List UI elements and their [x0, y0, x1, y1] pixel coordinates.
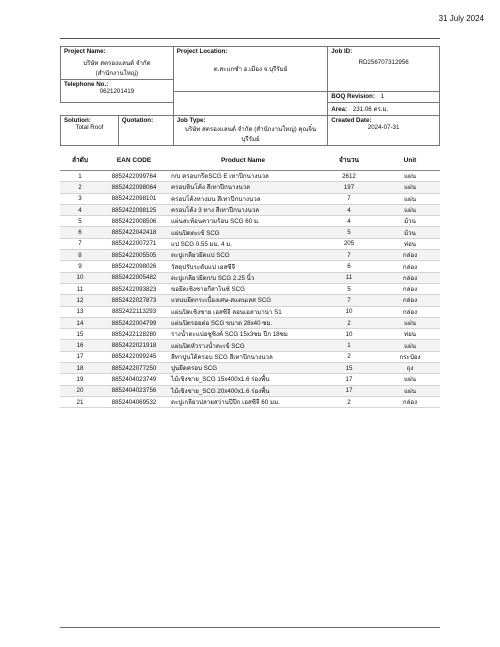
row-unit: แผ่น: [380, 171, 440, 182]
row-ean-code: 8852422042418: [100, 227, 168, 238]
table-row: [60, 193, 440, 204]
row-ean-code: 8852422098026: [100, 261, 168, 272]
row-unit: แผ่น: [380, 340, 440, 351]
row-ean-code: 8852422098064: [100, 182, 168, 193]
row-ean-code: 8852422005505: [100, 250, 168, 261]
telephone-spacer-cell: [61, 103, 174, 116]
row-ean-code: 8852422005482: [100, 272, 168, 283]
table-row: [60, 216, 440, 227]
table-row: [60, 204, 440, 215]
row-quantity: 4: [318, 216, 380, 227]
row-index: 1: [60, 171, 100, 182]
row-unit: แผ่น: [380, 317, 440, 328]
table-row: [60, 329, 440, 340]
row-product-name: สีทาปูนใต้ครอบ SCG สีเทาปีกนางนวล: [168, 351, 318, 362]
created-date-cell: [328, 116, 440, 146]
project-info-table: [60, 46, 440, 146]
row-ean-code: 8852422098101: [100, 193, 168, 204]
row-unit: กล่อง: [380, 295, 440, 306]
row-unit: ท่อน: [380, 329, 440, 340]
row-product-name: ตะปูเกลียวปลายสว่านปีปีก เอสซีจี 60 มม.: [168, 396, 318, 407]
product-table-header: [60, 150, 440, 171]
row-ean-code: 8852422099764: [100, 171, 168, 182]
row-unit: แผ่น: [380, 182, 440, 193]
table-row: [60, 182, 440, 193]
boq-revision-cell: [328, 92, 440, 103]
row-unit: กล่อง: [380, 250, 440, 261]
row-unit: แผ่น: [380, 204, 440, 215]
table-row: [60, 238, 440, 249]
row-product-name: แหนบยึดกระเบื้องเศษ-สแตนเลส SCG: [168, 295, 318, 306]
project-name-value: บริษัท สตรองแลนด์ จำกัด (สำนักงานใหญ่): [83, 60, 151, 77]
row-ean-code: 8852422099245: [100, 351, 168, 362]
job-type-cell: [173, 116, 327, 146]
row-index: 4: [60, 204, 100, 215]
row-quantity: 7: [318, 295, 380, 306]
row-index: 21: [60, 396, 100, 407]
row-index: 15: [60, 329, 100, 340]
row-unit: กล่อง: [380, 396, 440, 407]
area-value: 231.06 ตร.ม.: [352, 106, 389, 113]
row-unit: กล่อง: [380, 261, 440, 272]
row-ean-code: 8852404069532: [100, 396, 168, 407]
row-product-name: ครอบหินโค้ง สีเทาปีกนางนวล: [168, 182, 318, 193]
area-cell: [328, 103, 440, 116]
row-index: 14: [60, 317, 100, 328]
row-quantity: 17: [318, 385, 380, 396]
table-row: [60, 250, 440, 261]
table-row: [60, 396, 440, 407]
row-ean-code: 8852422093823: [100, 283, 168, 294]
project-name-label: Project Name:: [64, 48, 106, 55]
row-index: 17: [60, 351, 100, 362]
area-label: Area:: [331, 106, 348, 113]
table-row: [60, 261, 440, 272]
project-location-label: Project Location:: [176, 48, 228, 55]
row-index: 20: [60, 385, 100, 396]
row-quantity: 11: [318, 272, 380, 283]
row-ean-code: 8852404023749: [100, 374, 168, 385]
row-ean-code: 8852422027873: [100, 295, 168, 306]
row-quantity: 2: [318, 351, 380, 362]
row-quantity: 17: [318, 374, 380, 385]
row-unit: กระป๋อง: [380, 351, 440, 362]
row-product-name: วัสดุปรับระดับแป เอสซีจี: [168, 261, 318, 272]
table-row: [60, 295, 440, 306]
header-index: ลำดับ: [60, 150, 100, 171]
telephone-cell: [61, 80, 174, 103]
row-index: 9: [60, 261, 100, 272]
project-location-cell: [173, 47, 327, 92]
row-unit: แผ่น: [380, 385, 440, 396]
row-quantity: 5: [318, 283, 380, 294]
row-index: 18: [60, 363, 100, 374]
quotation-cell: [118, 116, 173, 146]
row-quantity: 2: [318, 317, 380, 328]
product-table: [60, 150, 440, 408]
row-index: 10: [60, 272, 100, 283]
row-quantity: 1: [318, 340, 380, 351]
row-ean-code: 8852422007271: [100, 238, 168, 249]
row-product-name: แผ่นปิดเชิงชาย เอสซีจี ลอนเอลามาน่า S1: [168, 306, 318, 317]
job-id-cell: [328, 47, 440, 92]
row-product-name: ครอบโค้ง 3 ทาง สีเทาปีกนางนวล: [168, 204, 318, 215]
row-ean-code: 8852422098125: [100, 204, 168, 215]
row-index: 8: [60, 250, 100, 261]
row-index: 2: [60, 182, 100, 193]
row-quantity: 6: [318, 261, 380, 272]
row-product-name: แผ่นปิดหัวรางน้ำตะเข้ SCG: [168, 340, 318, 351]
row-ean-code: 8852422113293: [100, 306, 168, 317]
table-row: [60, 317, 440, 328]
row-unit: ม้วน: [380, 216, 440, 227]
row-unit: กล่อง: [380, 306, 440, 317]
created-date-label: Created Date:: [331, 117, 372, 124]
row-index: 3: [60, 193, 100, 204]
header-product-name: Product Name: [168, 150, 318, 171]
project-location-value: ต.สะแกซำ อ.เมือง จ.บุรีรัมย์: [213, 66, 288, 73]
row-unit: แผ่น: [380, 374, 440, 385]
row-ean-code: 8852422128280: [100, 329, 168, 340]
row-product-name: แผ่นปิดรอยต่อ SCG ขนาด 28x40 ซม.: [168, 317, 318, 328]
header-ean-code: EAN CODE: [100, 150, 168, 171]
row-product-name: ก/บ ครอบกรีดSCG E เทาปีกนางนวล: [168, 171, 318, 182]
row-index: 5: [60, 216, 100, 227]
table-row: [60, 171, 440, 182]
row-product-name: แผ่นปิดตะเข้ SCG: [168, 227, 318, 238]
row-index: 12: [60, 295, 100, 306]
job-type-label: Job Type:: [176, 117, 206, 124]
header-divider: [60, 38, 440, 39]
row-index: 19: [60, 374, 100, 385]
table-row: [60, 351, 440, 362]
row-quantity: 4: [318, 204, 380, 215]
table-row: [60, 363, 440, 374]
row-unit: ถุง: [380, 363, 440, 374]
table-row: [60, 306, 440, 317]
row-unit: ม้วน: [380, 227, 440, 238]
row-quantity: 10: [318, 306, 380, 317]
row-unit: ท่อน: [380, 238, 440, 249]
row-product-name: แผ่นสะท้อนความร้อน SCG 60 ม.: [168, 216, 318, 227]
row-ean-code: 8852422004799: [100, 317, 168, 328]
row-product-name: ไม้เชิงชาย_SCG 20x400x1.6 ร่องพื้น: [168, 385, 318, 396]
row-product-name: ตะปูเกลียวยึดแป SCG: [168, 250, 318, 261]
row-index: 6: [60, 227, 100, 238]
row-product-name: ขอยึดเชิงชายกีสาไนซ์ SCG: [168, 283, 318, 294]
row-quantity: 15: [318, 363, 380, 374]
row-quantity: 10: [318, 329, 380, 340]
job-id-value: RD256707312956: [358, 59, 409, 66]
row-product-name: ปูนยึดครอบ SCG: [168, 363, 318, 374]
table-row: [60, 340, 440, 351]
row-product-name: ตะปูเกลียวยึดก/บ SCG 2.25 นิ้ว: [168, 272, 318, 283]
table-row: [60, 374, 440, 385]
row-quantity: 5: [318, 227, 380, 238]
project-name-cell: [61, 47, 174, 80]
location-spacer-cell: [173, 92, 327, 116]
row-quantity: 2612: [318, 171, 380, 182]
row-index: 13: [60, 306, 100, 317]
boq-revision-label: BOQ Revision:: [331, 93, 375, 100]
row-quantity: 7: [318, 193, 380, 204]
header-quantity: จำนวน: [318, 150, 380, 171]
row-unit: แผ่น: [380, 193, 440, 204]
row-ean-code: 8852422021918: [100, 340, 168, 351]
table-row: [60, 272, 440, 283]
table-row: [60, 227, 440, 238]
quotation-label: Quotation:: [121, 117, 154, 124]
row-ean-code: 8852422077250: [100, 363, 168, 374]
row-product-name: ไม้เชิงชาย_SCG 15x400x1.6 ร่องพื้น: [168, 374, 318, 385]
table-row: [60, 283, 440, 294]
row-product-name: แป SCG 0.55 มม. 4 ม.: [168, 238, 318, 249]
solution-value: Total Roof: [75, 124, 104, 131]
row-ean-code: 8852422008506: [100, 216, 168, 227]
report-date: 31 July 2024: [438, 14, 484, 23]
row-ean-code: 8852404023756: [100, 385, 168, 396]
row-index: 16: [60, 340, 100, 351]
product-table-body: [60, 171, 440, 408]
table-row: [60, 385, 440, 396]
boq-revision-value: 1: [380, 93, 385, 100]
created-date-value: 2024-07-31: [367, 124, 400, 131]
row-quantity: 2: [318, 396, 380, 407]
job-id-label: Job ID:: [331, 48, 353, 55]
solution-cell: [61, 116, 119, 146]
row-index: 7: [60, 238, 100, 249]
row-unit: กล่อง: [380, 272, 440, 283]
footer-divider: [60, 627, 440, 628]
header-unit: Unit: [380, 150, 440, 171]
row-quantity: 205: [318, 238, 380, 249]
telephone-value: 0621201419: [99, 88, 135, 95]
row-index: 11: [60, 283, 100, 294]
job-type-value: บริษัท สตรองแลนด์ จำกัด (สำนักงานใหญ่) คุณจิ๋น บุรีรัมย์: [184, 126, 317, 143]
row-product-name: รางน้ำตะแบ่อซูซิงค์ SCG 15x3ซม ปีก 18ซม: [168, 329, 318, 340]
row-quantity: 7: [318, 250, 380, 261]
row-product-name: ครอบโค้งหางมน สีเทาปีกนางนวล: [168, 193, 318, 204]
row-quantity: 197: [318, 182, 380, 193]
telephone-label: Telephone No.:: [64, 81, 109, 88]
row-unit: กล่อง: [380, 283, 440, 294]
solution-label: Solution:: [64, 117, 91, 124]
